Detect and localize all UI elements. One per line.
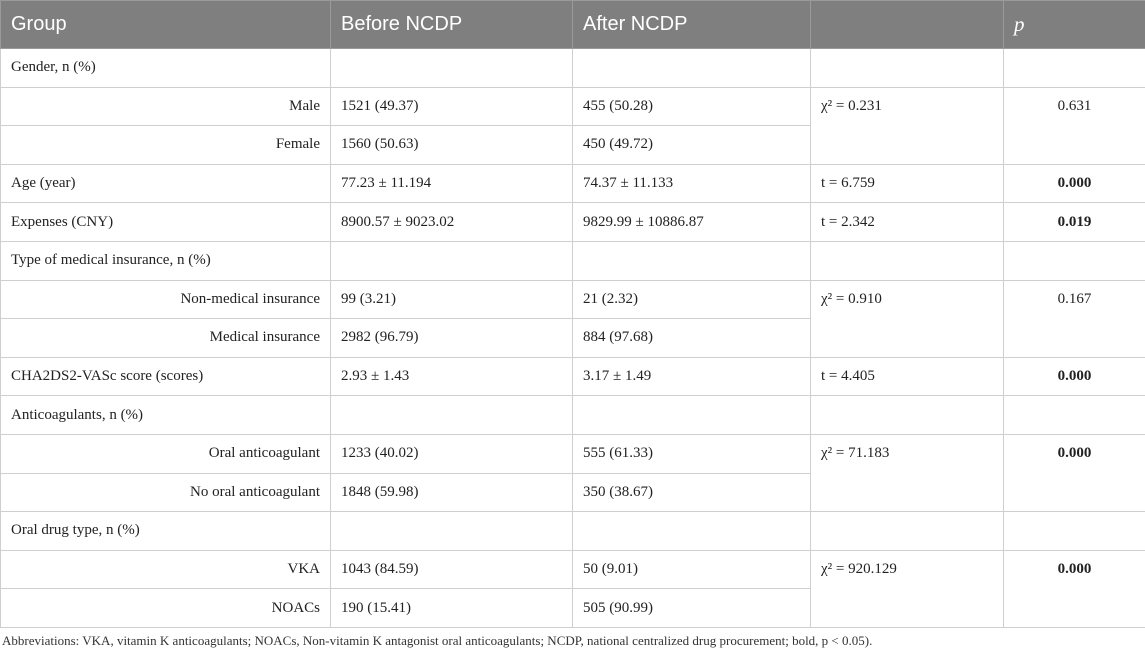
before-value: 8900.57 ± 9023.02 <box>331 203 573 242</box>
statistic-value: χ² = 0.231 <box>811 87 1004 164</box>
header-after: After NCDP <box>573 1 811 49</box>
before-value: 1233 (40.02) <box>331 434 573 473</box>
row-label: Female <box>1 126 331 165</box>
before-value: 77.23 ± 11.194 <box>331 164 573 203</box>
row-label: No oral anticoagulant <box>1 473 331 512</box>
row-label: Oral anticoagulant <box>1 434 331 473</box>
row-label: NOACs <box>1 589 331 628</box>
after-value: 505 (90.99) <box>573 589 811 628</box>
header-group: Group <box>1 1 331 49</box>
p-value: 0.000 <box>1004 550 1145 627</box>
before-value: 190 (15.41) <box>331 589 573 628</box>
after-value: 350 (38.67) <box>573 473 811 512</box>
row-label: CHA2DS2-VASc score (scores) <box>1 357 331 396</box>
before-value: 1521 (49.37) <box>331 87 573 126</box>
header-before: Before NCDP <box>331 1 573 49</box>
header-statistic <box>811 1 1004 49</box>
table-row <box>1 396 1145 435</box>
table-row <box>1 241 1145 280</box>
after-value: 884 (97.68) <box>573 319 811 358</box>
before-value: 2982 (96.79) <box>331 319 573 358</box>
table-row <box>1 550 1145 589</box>
section-label: Gender, n (%) <box>1 49 331 88</box>
row-label: Age (year) <box>1 164 331 203</box>
row-label: Non-medical insurance <box>1 280 331 319</box>
before-value: 1848 (59.98) <box>331 473 573 512</box>
after-value: 555 (61.33) <box>573 434 811 473</box>
after-value: 9829.99 ± 10886.87 <box>573 203 811 242</box>
table-row <box>1 203 1145 242</box>
p-value: 0.167 <box>1004 280 1145 357</box>
p-value: 0.000 <box>1004 357 1145 396</box>
table-row <box>1 434 1145 473</box>
p-value: 0.000 <box>1004 434 1145 511</box>
section-label: Type of medical insurance, n (%) <box>1 241 331 280</box>
table-row <box>1 87 1145 126</box>
header-p: p <box>1004 1 1145 49</box>
after-value: 74.37 ± 11.133 <box>573 164 811 203</box>
before-value: 99 (3.21) <box>331 280 573 319</box>
p-value: 0.019 <box>1004 203 1145 242</box>
before-value: 1043 (84.59) <box>331 550 573 589</box>
statistic-value: t = 2.342 <box>811 203 1004 242</box>
statistic-value: χ² = 920.129 <box>811 550 1004 627</box>
after-value: 21 (2.32) <box>573 280 811 319</box>
statistic-value: t = 4.405 <box>811 357 1004 396</box>
after-value: 455 (50.28) <box>573 87 811 126</box>
header-row <box>1 1 1145 49</box>
section-label: Oral drug type, n (%) <box>1 512 331 551</box>
row-label: Medical insurance <box>1 319 331 358</box>
table-row <box>1 512 1145 551</box>
before-value: 2.93 ± 1.43 <box>331 357 573 396</box>
statistic-value: χ² = 0.910 <box>811 280 1004 357</box>
row-label: VKA <box>1 550 331 589</box>
after-value: 50 (9.01) <box>573 550 811 589</box>
statistic-value: χ² = 71.183 <box>811 434 1004 511</box>
after-value: 450 (49.72) <box>573 126 811 165</box>
table-row <box>1 164 1145 203</box>
after-value: 3.17 ± 1.49 <box>573 357 811 396</box>
p-value: 0.000 <box>1004 164 1145 203</box>
row-label: Expenses (CNY) <box>1 203 331 242</box>
table-row <box>1 357 1145 396</box>
p-value: 0.631 <box>1004 87 1145 164</box>
section-label: Anticoagulants, n (%) <box>1 396 331 435</box>
table-row <box>1 49 1145 88</box>
table-row <box>1 280 1145 319</box>
row-label: Male <box>1 87 331 126</box>
footnote: Abbreviations: VKA, vitamin K anticoagulants; NOACs, Non-vitamin K antagonist oral anticoagulants; NCDP, national centralized drug procurement; bold, p < 0.05). <box>2 633 873 648</box>
statistic-value: t = 6.759 <box>811 164 1004 203</box>
before-value: 1560 (50.63) <box>331 126 573 165</box>
